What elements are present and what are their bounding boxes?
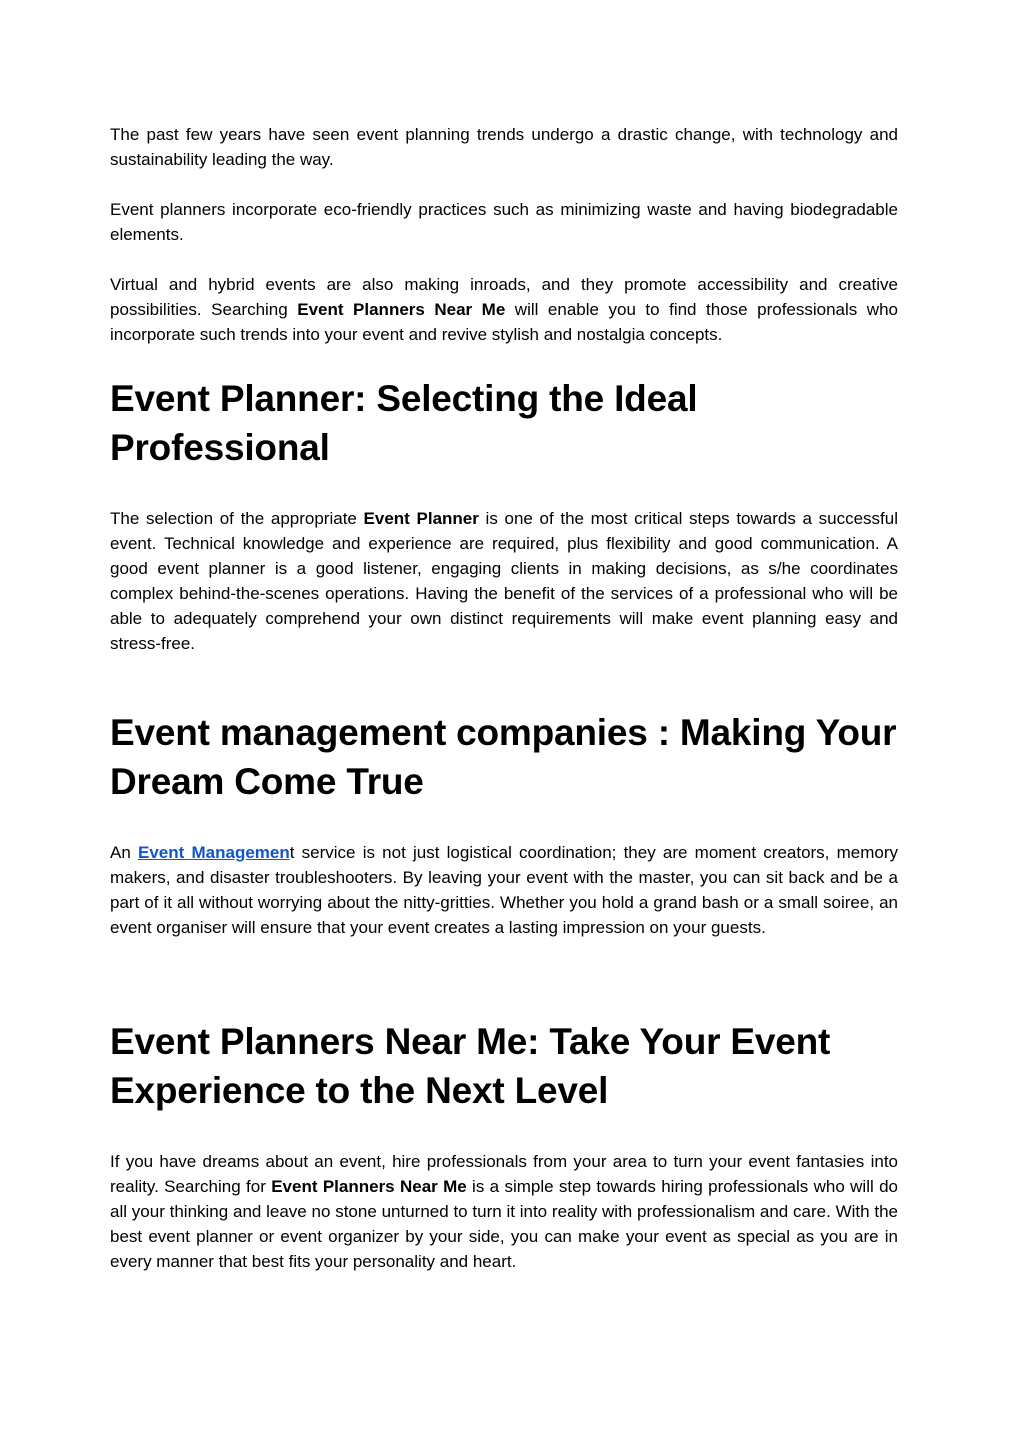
- event-management-link[interactable]: Event Managemen: [138, 843, 290, 862]
- intro-paragraph-3-keyword: Event Planners Near Me: [297, 300, 506, 319]
- section-2-text-end: t service is not just logistical coordination; they are moment creators, memory makers, and disaster troubleshooters. By leaving your event with the master, you can sit back and be a part of it all without worrying about the nitty-gritties. Whether you hold a grand bash or a small soiree, an event organiser will ensure that your event creates a lasting impression on your guests.: [110, 843, 898, 937]
- section-1-paragraph: [110, 506, 898, 656]
- intro-paragraph-1: [110, 122, 898, 172]
- intro-paragraph-1-text: The past few years have seen event planning trends undergo a drastic change, with technology and sustainability leading the way.: [110, 125, 898, 169]
- section-3-keyword: Event Planners Near Me: [271, 1177, 467, 1196]
- section-2-paragraph: [110, 840, 898, 940]
- section-1-keyword: Event Planner: [363, 509, 479, 528]
- intro-paragraph-3-text-start: Virtual and hybrid events are also making inroads, and they promote accessibility and creative possibilities. Searching: [110, 275, 898, 319]
- section-3-paragraph: [110, 1149, 898, 1274]
- section-1-heading: Event Planner: Selecting the Ideal Professional: [110, 378, 698, 468]
- section-3-text-end: is a simple step towards hiring professionals who will do all your thinking and leave no stone unturned to turn it into reality with professionalism and care. With the best event planner or event organizer by your side, you can make your event as special as you are in every manner that best fits your personality and heart.: [110, 1177, 898, 1271]
- section-1-text-end: is one of the most critical steps towards a successful event. Technical knowledge and experience are required, plus flexibility and good communication. A good event planner is a good listener, engaging clients in making decisions, as s/he coordinates complex behind-the-scenes operations. Having the benefit of the services of a professional who will be able to adequately comprehend your own distinct requirements will make event planning easy and stress-free.: [110, 509, 898, 653]
- section-1-text-start: The selection of the appropriate: [110, 509, 364, 528]
- section-2-text-start: An: [110, 843, 138, 862]
- intro-paragraph-2-text: Event planners incorporate eco-friendly practices such as minimizing waste and having biodegradable elements.: [110, 200, 898, 244]
- intro-paragraph-3: [110, 272, 898, 347]
- section-3-text-start: If you have dreams about an event, hire professionals from your area to turn your event fantasies into reality. Searching for: [110, 1152, 898, 1196]
- section-2-heading: Event management companies : Making Your Dream Come True: [110, 712, 897, 802]
- section-3-heading: Event Planners Near Me: Take Your Event Experience to the Next Level: [110, 1021, 831, 1111]
- intro-paragraph-3-text-end: will enable you to find those professionals who incorporate such trends into your event and revive stylish and nostalgia concepts.: [110, 300, 898, 344]
- intro-paragraph-2: [110, 197, 898, 247]
